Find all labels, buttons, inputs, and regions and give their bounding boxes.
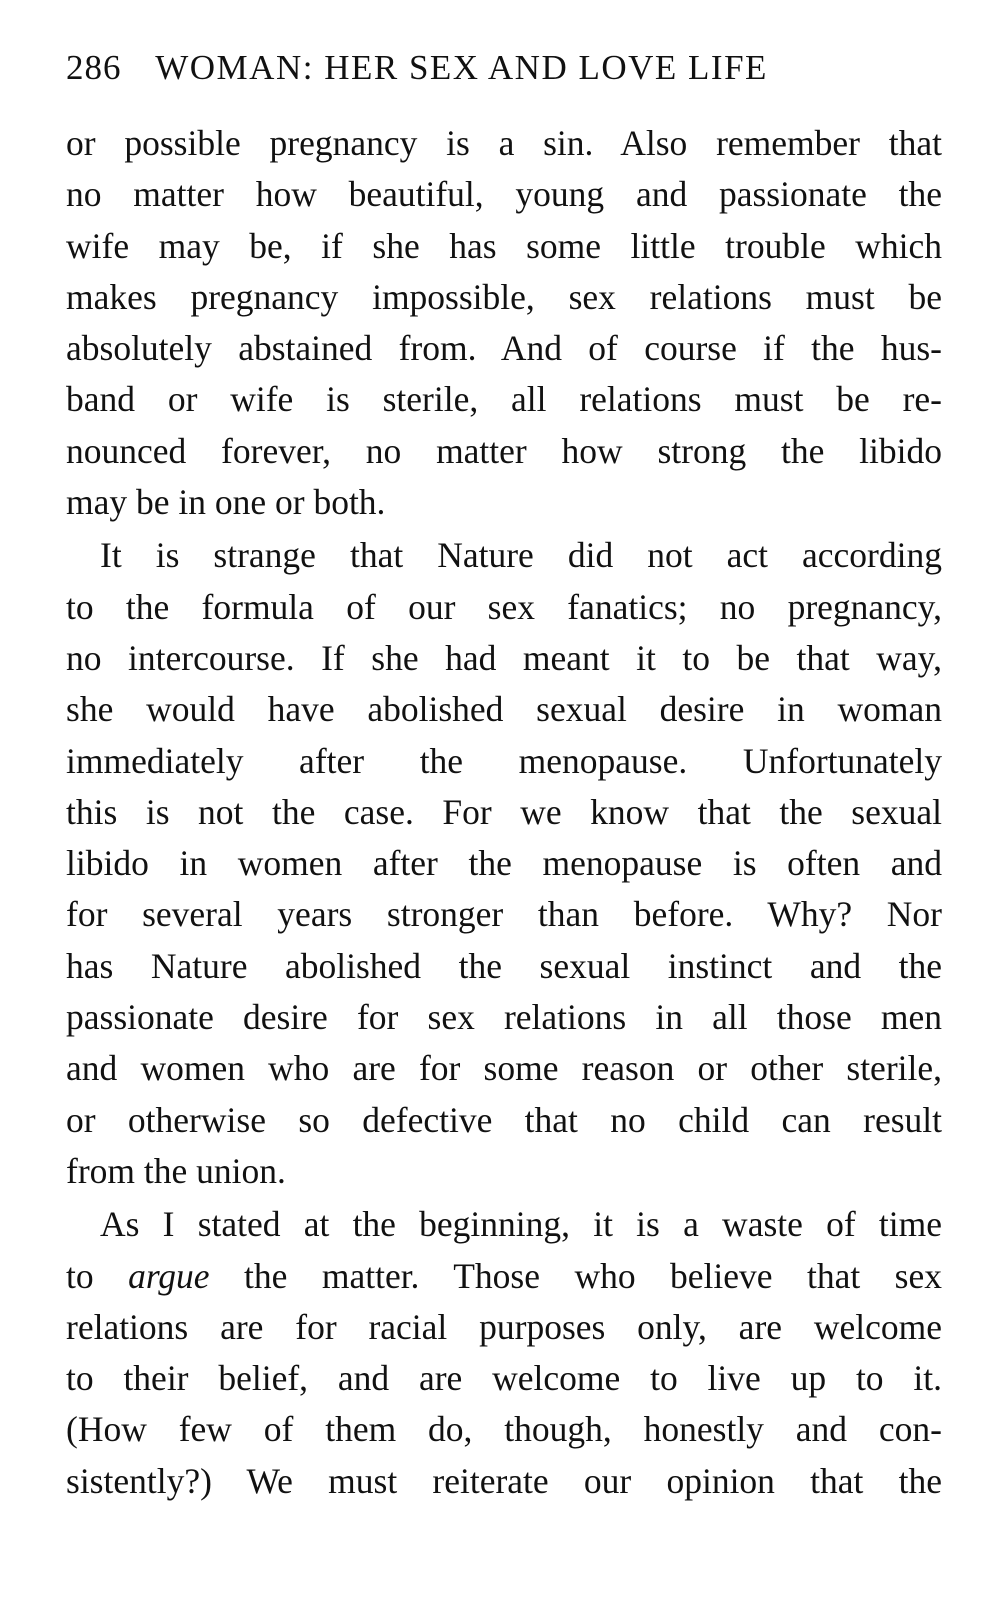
emphasized-word: argue: [128, 1255, 210, 1296]
text-line: to their belief, and are welcome to live up to it.: [66, 1358, 942, 1399]
text-line: from the union.: [66, 1150, 286, 1191]
paragraph-argue: [66, 1199, 942, 1507]
text-line: or possible pregnancy is a sin. Also remember that: [66, 123, 942, 163]
line-start: to: [66, 1255, 129, 1296]
page-number: 286: [66, 48, 122, 87]
text-line: sistently?) We must reiterate our opinion that the: [66, 1460, 942, 1501]
text-line: wife may be, if she has some little trouble which: [66, 225, 942, 266]
text-line: relations are for racial purposes only, are welcome: [66, 1306, 942, 1347]
text-line-with-emphasis: [66, 1251, 942, 1302]
running-head: [66, 44, 942, 92]
text-line: makes pregnancy impossible, sex relations must be: [66, 276, 942, 317]
text-line: she would have abolished sexual desire in woman: [66, 689, 942, 730]
text-line: absolutely abstained from. And of course if the hus-: [66, 328, 942, 369]
body-text: [66, 118, 942, 1507]
text-line: for several years stronger than before. Why? Nor: [66, 894, 942, 935]
text-line: nounced forever, no matter how strong the libido: [66, 430, 942, 471]
text-line: band or wife is sterile, all relations must be re-: [66, 379, 942, 420]
text-line: no matter how beautiful, young and passionate the: [66, 174, 942, 215]
text-line: has Nature abolished the sexual instinct and the: [66, 945, 942, 986]
text-line: or otherwise so defective that no child can result: [66, 1099, 942, 1140]
text-line: may be in one or both.: [66, 482, 386, 523]
text-line: no intercourse. If she had meant it to be that way,: [66, 637, 942, 678]
text-line: It is strange that Nature did not act according: [100, 535, 942, 576]
text-line: and women who are for some reason or other sterile,: [66, 1048, 942, 1089]
text-line: this is not the case. For we know that the sexual: [66, 791, 942, 832]
text-line: libido in women after the menopause is often and: [66, 843, 942, 884]
paragraph-nature: [66, 530, 942, 1197]
text-line: to the formula of our sex fanatics; no pregnancy,: [66, 586, 942, 627]
text-line: immediately after the menopause. Unfortunately: [66, 740, 942, 781]
text-line: (How few of them do, though, honestly and con-: [66, 1409, 942, 1450]
paragraph-continued: [66, 118, 942, 528]
text-line: As I stated at the beginning, it is a waste of time: [100, 1204, 942, 1245]
text-line: passionate desire for sex relations in all those men: [66, 997, 942, 1038]
line-end: the matter. Those who believe that sex: [209, 1255, 942, 1296]
running-title: WOMAN: HER SEX AND LOVE LIFE: [155, 48, 768, 87]
